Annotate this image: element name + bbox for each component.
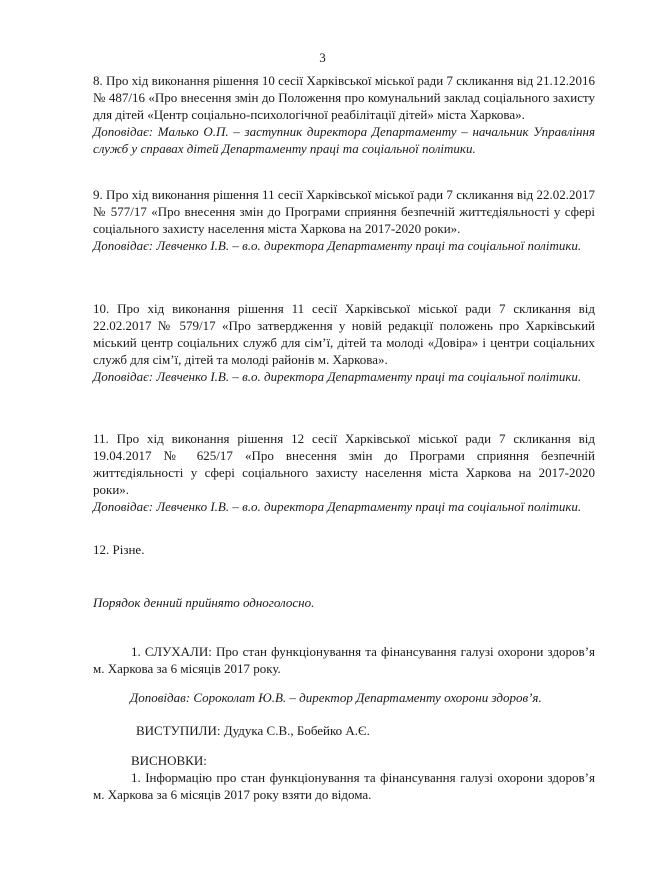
agenda-item-8 xyxy=(93,72,595,157)
agenda-item-text: 8. Про хід виконання рішення 10 сесії Харківської міської ради 7 скликання від 21.12.2016 № 487/16 «Про внесення змін до Положення про комунальний заклад соціального захисту для дітей «Центр соціально-психологічної реабілітації дітей» міста Харкова». xyxy=(93,73,595,122)
agenda-item-text: 9. Про хід виконання рішення 11 сесії Харківської міської ради 7 скликання від 22.02.2017 № 577/17 «Про внесення змін до Програми сприяння безпечній життєдіяльності у сфері соціального захисту населення міста Харкова на 2017-2020 роки». xyxy=(93,187,595,236)
spoke-section: ВИСТУПИЛИ: Дудука С.В., Бобейко А.Є. xyxy=(136,723,370,738)
page-number: 3 xyxy=(319,50,326,65)
agenda-item-11 xyxy=(93,430,595,515)
agenda-item-speaker: Доповідає: Левченко І.В. – в.о. директора Департаменту праці та соціальної політики. xyxy=(93,499,582,514)
agenda-item-speaker: Доповідає: Левченко І.В. – в.о. директора Департаменту праці та соціальної політики. xyxy=(93,238,582,253)
conclusions-title: ВИСНОВКИ: xyxy=(131,753,207,768)
agenda-item-text: 11. Про хід виконання рішення 12 сесії Харківської міської ради 7 скликання від 19.04.2017 № 625/17 «Про внесення змін до Програми сприяння безпечній життєдіяльності у сфері соціального захисту населення міста Харкова на 2017-2020 роки». xyxy=(93,431,595,497)
agenda-item-10 xyxy=(93,300,595,385)
heard-section: 1. СЛУХАЛИ: Про стан функціонування та фінансування галузі охорони здоров’я м. Харкова за 6 місяців 2017 року. xyxy=(93,644,595,676)
agenda-adopted-note: Порядок денний прийнято одноголосно. xyxy=(93,595,315,610)
conclusions-text: 1. Інформацію про стан функціонування та фінансування галузі охорони здоров’я м. Харкова за 6 місяців 2017 року взяти до відома. xyxy=(93,770,595,802)
heard-speaker: Доповідав: Сороколат Ю.В. – директор Департаменту охорони здоров’я. xyxy=(130,690,542,705)
agenda-item-9 xyxy=(93,186,595,254)
agenda-item-12: 12. Різне. xyxy=(93,542,145,557)
agenda-item-speaker: Доповідає: Левченко І.В. – в.о. директора Департаменту праці та соціальної політики. xyxy=(93,369,582,384)
agenda-item-speaker: Доповідає: Малько О.П. – заступник директора Департаменту – начальник Управління служб у справах дітей Департаменту праці та соціальної політики. xyxy=(93,124,595,156)
agenda-item-text: 10. Про хід виконання рішення 11 сесії Харківської міської ради 7 скликання від 22.02.2017 № 579/17 «Про затвердження у новій редакції положень про Харківський міський центр соціальних служб для сім’ї, дітей та молоді «Довіра» і центри соціальних служб для сім’ї, дітей та молоді районів м. Харкова». xyxy=(93,301,595,367)
